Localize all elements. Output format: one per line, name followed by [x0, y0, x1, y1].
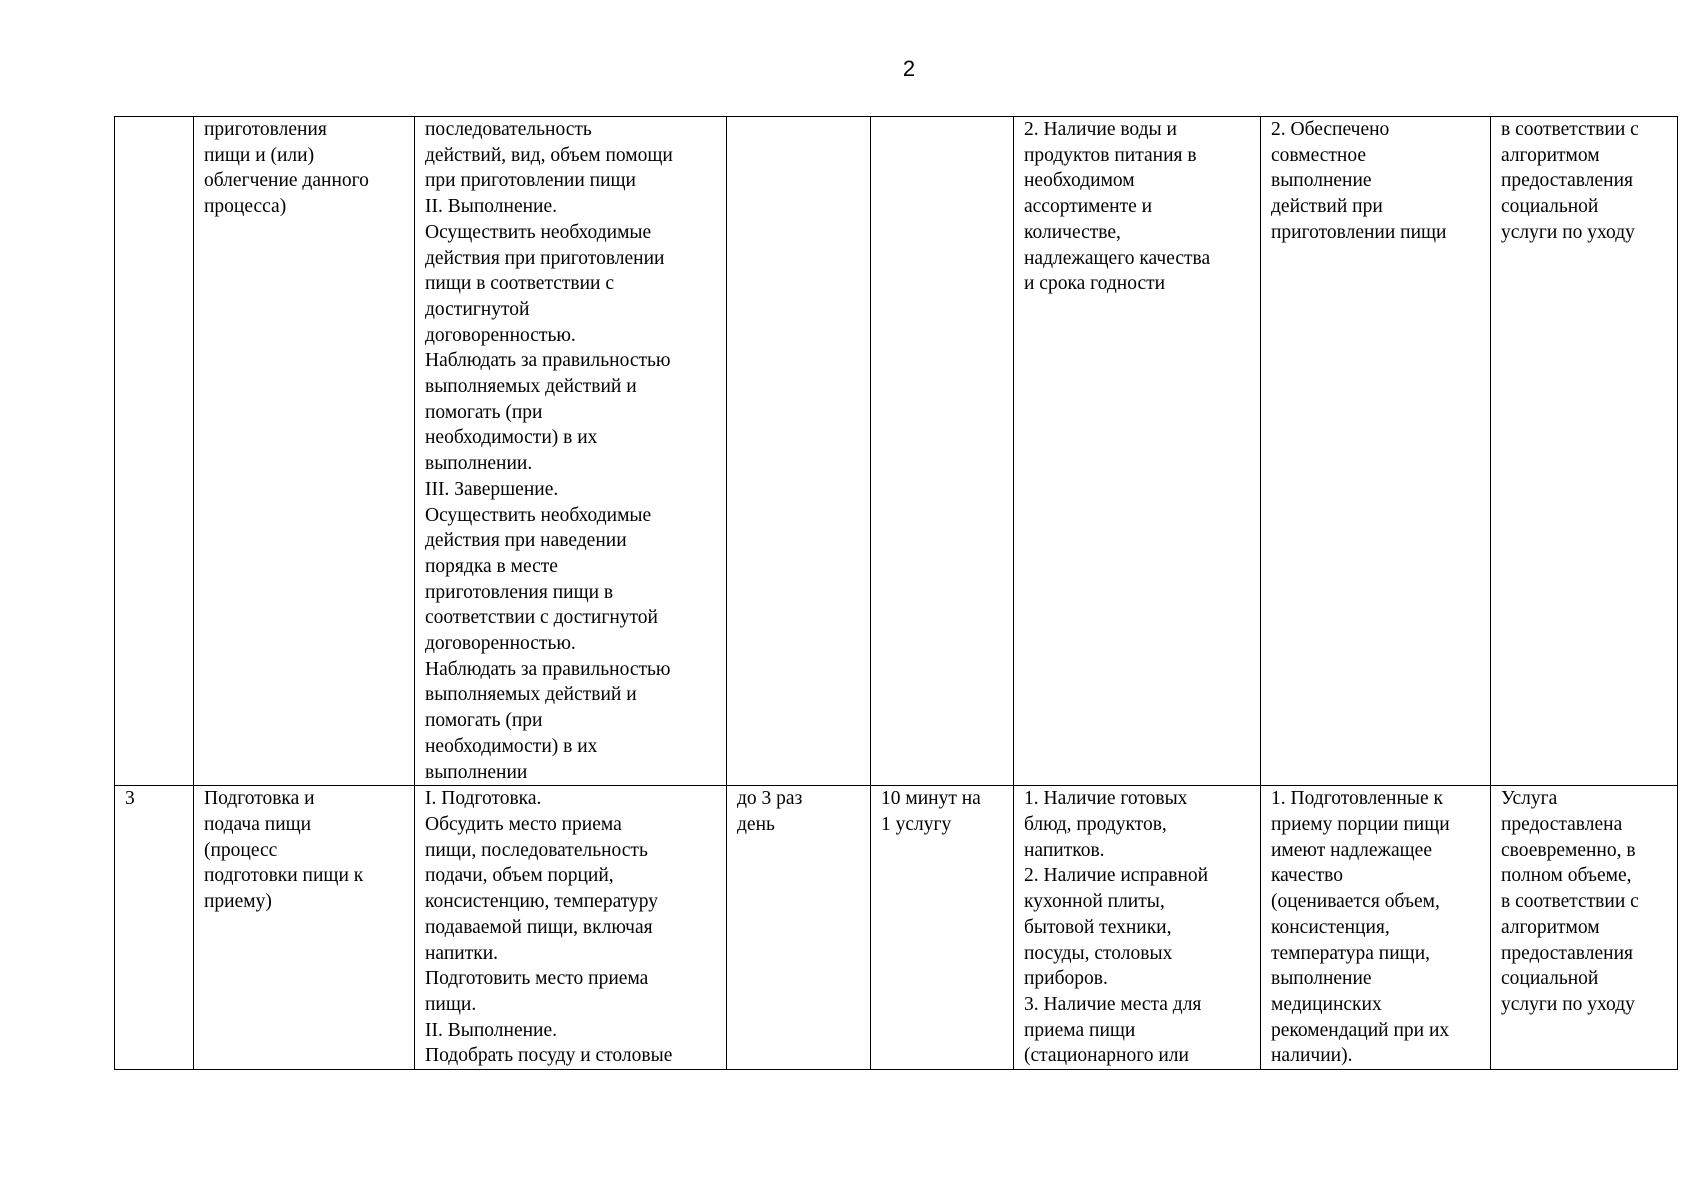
cell-service-name: Подготовка и подача пищи (процесс подготовки пищи к приему) [194, 786, 415, 1070]
cell-number [115, 117, 194, 786]
page-number: 2 [902, 56, 916, 81]
cell-number: 3 [115, 786, 194, 1070]
cell-frequency [727, 117, 871, 786]
cell-service-content: I. Подготовка. Обсудить место приема пищи, последовательность подачи, объем порций, консистенцию, температуру подаваемой пищи, включая напитки. Подготовить место приема пищи. II. Выполнение. Подобрать посуду и столовые [415, 786, 727, 1070]
services-table [114, 116, 1678, 1070]
cell-service-name: приготовления пищи и (или) облегчение данного процесса) [194, 117, 415, 786]
cell-result: 2. Обеспечено совместное выполнение действий при приготовлении пищи [1261, 117, 1491, 786]
cell-service-content: последовательность действий, вид, объем помощи при приготовлении пищи II. Выполнение. Осуществить необходимые действия при приготовлении пищи в соответствии с достигнутой договоренностью. Наблюдать за правильностью выполняемых действий и помогать (при необходимости) в их выполнении. III. Завершение. Осуществить необходимые действия при наведении порядка в месте приготовления пищи в соответствии с достигнутой договоренностью. Наблюдать за правильностью выполняемых действий и помогать (при необходимости) в их выполнении [415, 117, 727, 786]
cell-conditions: 1. Наличие готовых блюд, продуктов, напитков. 2. Наличие исправной кухонной плиты, бытовой техники, посуды, столовых приборов. 3. Наличие места для приема пищи (стационарного или [1014, 786, 1261, 1070]
table-row [115, 786, 1678, 1070]
cell-duration [871, 117, 1014, 786]
cell-frequency: до 3 раз день [727, 786, 871, 1070]
cell-result: 1. Подготовленные к приему порции пищи имеют надлежащее качество (оценивается объем, консистенция, температура пищи, выполнение медицинских рекомендаций при их наличии). [1261, 786, 1491, 1070]
table-row [115, 117, 1678, 786]
cell-evaluation: в соответствии с алгоритмом предоставления социальной услуги по уходу [1491, 117, 1678, 786]
cell-evaluation: Услуга предоставлена своевременно, в полном объеме, в соответствии с алгоритмом предоставления социальной услуги по уходу [1491, 786, 1678, 1070]
cell-duration: 10 минут на 1 услугу [871, 786, 1014, 1070]
cell-conditions: 2. Наличие воды и продуктов питания в необходимом ассортименте и количестве, надлежащего качества и срока годности [1014, 117, 1261, 786]
